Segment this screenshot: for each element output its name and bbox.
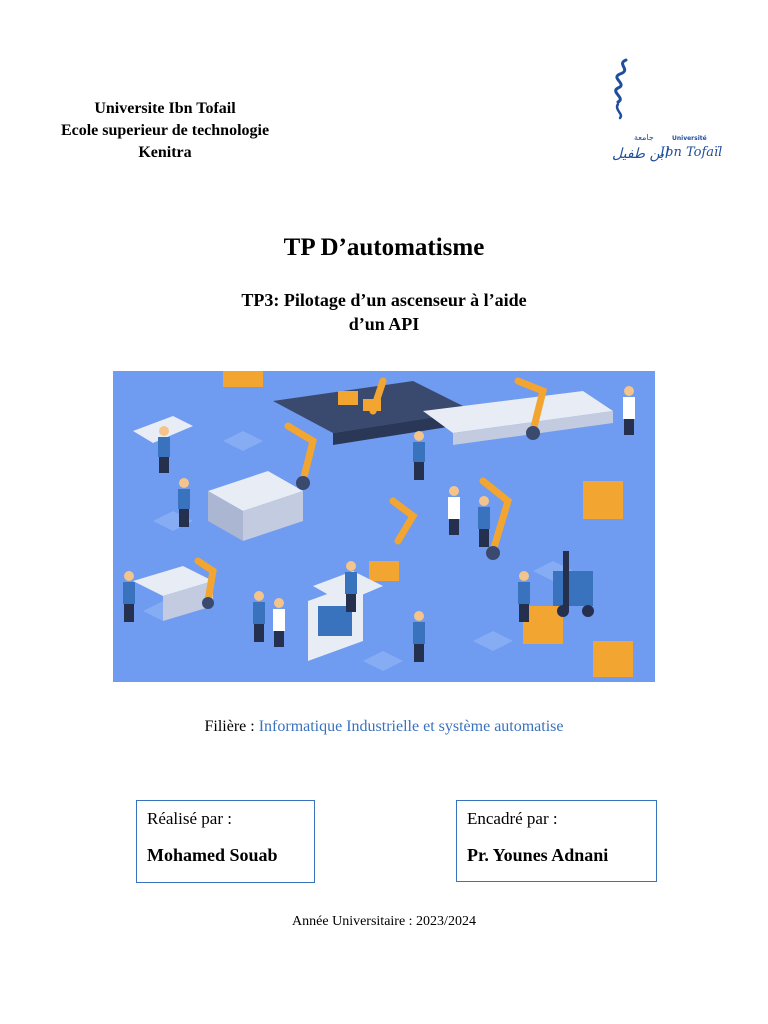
academic-year: Année Universitaire : 2023/2024 xyxy=(292,914,476,929)
logo-arabic-name: ابن طفيل xyxy=(612,146,668,162)
university-name: Universite Ibn Tofail xyxy=(94,100,236,117)
student-name: Mohamed Souab xyxy=(147,845,278,865)
filiere-value: Informatique Industrielle et système automatise xyxy=(258,718,564,735)
document-title: TP D’automatisme xyxy=(283,234,485,261)
encadre-par-label: Encadré par : xyxy=(467,809,558,828)
filiere-label: Filière : xyxy=(204,718,259,735)
encadre-par-box xyxy=(456,800,657,882)
filiere-line xyxy=(0,718,768,736)
supervisor-name: Pr. Younes Adnani xyxy=(467,845,609,865)
logo-arabic-top: جامعة xyxy=(634,133,654,142)
logo-latin-name: Ibn Tofaïl xyxy=(660,145,723,160)
document-subtitle xyxy=(0,288,768,336)
realise-par-box xyxy=(136,800,315,883)
city-name: Kenitra xyxy=(138,144,192,161)
university-logo xyxy=(604,56,724,168)
factory-illustration xyxy=(113,371,655,682)
subtitle-line-2: d’un API xyxy=(348,314,420,334)
logo-latin-small: Université xyxy=(672,135,707,142)
subtitle-line-1: TP3: Pilotage d’un ascenseur à l’aide xyxy=(241,290,527,310)
institution-header xyxy=(40,98,290,164)
school-name: Ecole superieur de technologie xyxy=(60,122,270,139)
realise-par-label: Réalisé par : xyxy=(147,809,232,828)
